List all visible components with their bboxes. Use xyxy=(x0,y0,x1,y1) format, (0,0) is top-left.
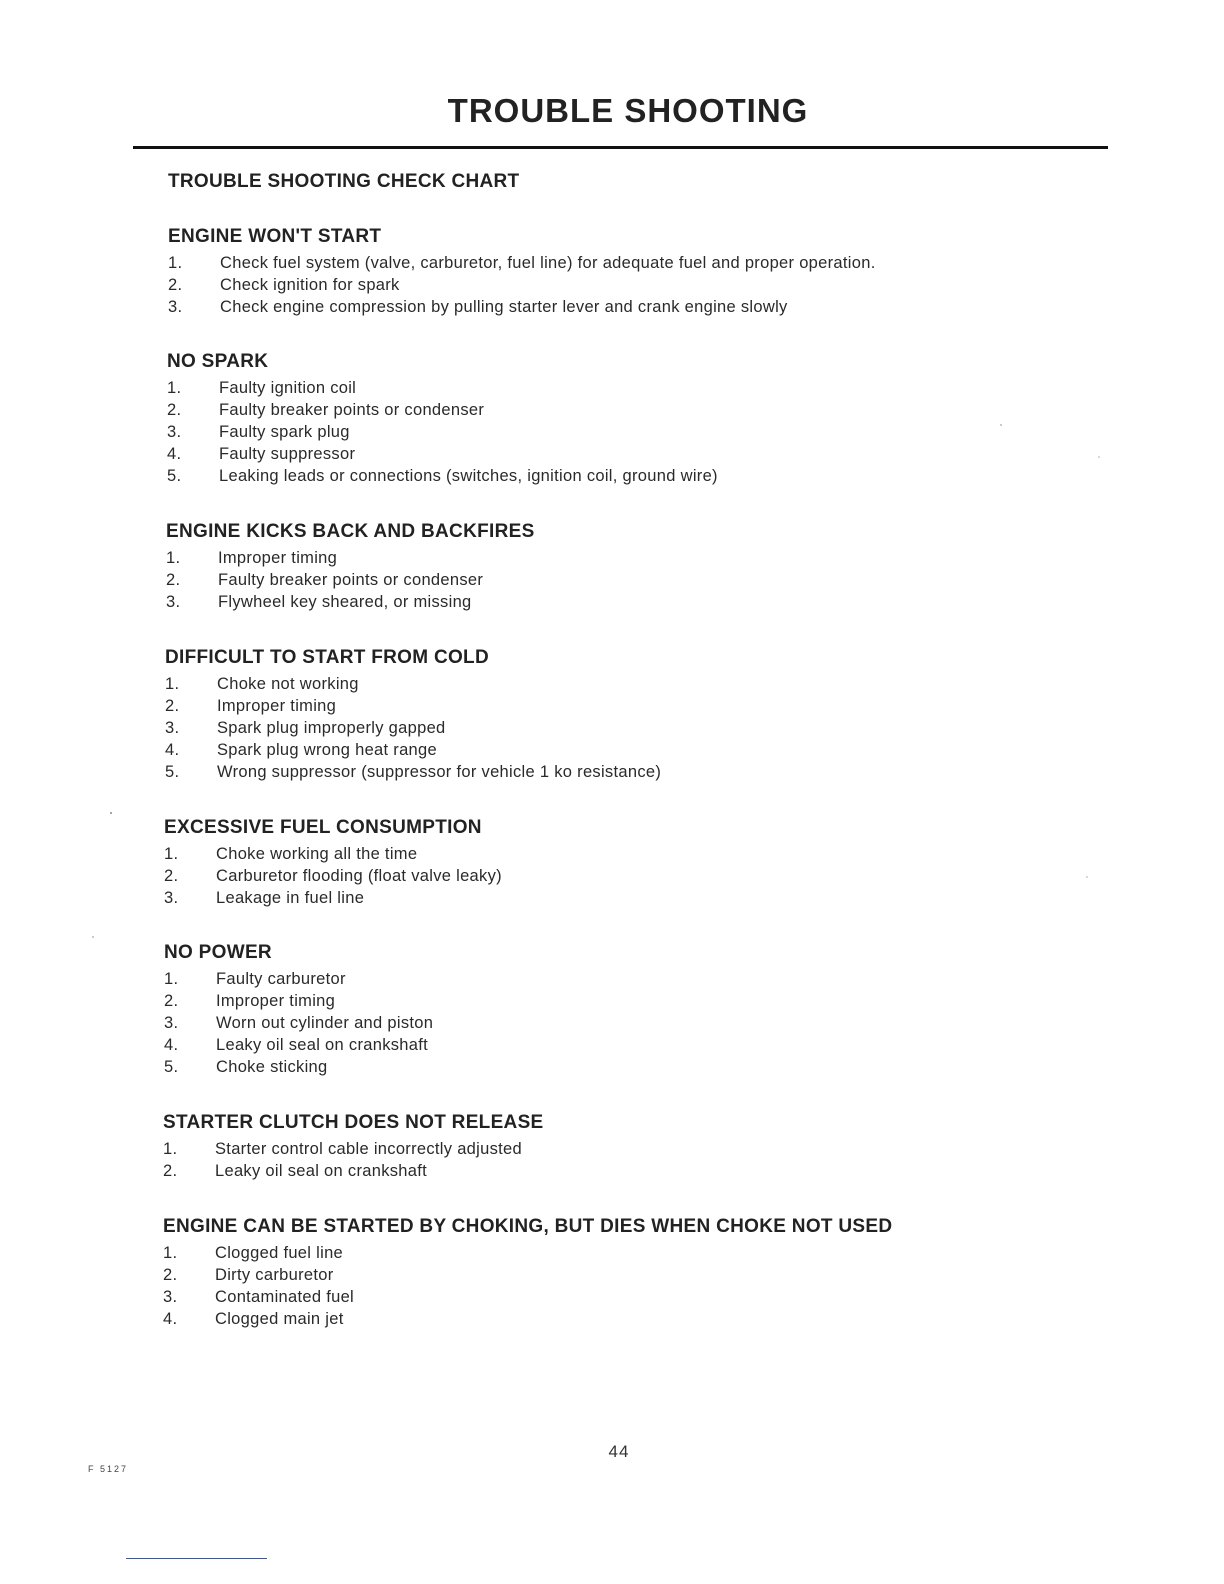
item-number: 3. xyxy=(163,1288,178,1306)
item-number: 4. xyxy=(167,445,182,463)
item-text: Starter control cable incorrectly adjusted xyxy=(215,1140,522,1158)
list-item xyxy=(166,569,535,591)
list-item xyxy=(164,990,433,1012)
list-item xyxy=(163,1308,892,1330)
item-number: 3. xyxy=(167,423,182,441)
list-item xyxy=(163,1242,892,1264)
list-item xyxy=(167,399,718,421)
item-text: Choke not working xyxy=(217,675,359,693)
list-item xyxy=(164,887,502,909)
item-number: 2. xyxy=(163,1266,178,1284)
item-number: 5. xyxy=(165,763,180,781)
list-item xyxy=(165,739,661,761)
item-text: Faulty ignition coil xyxy=(219,379,357,397)
list-item xyxy=(165,695,661,717)
item-text: Improper timing xyxy=(216,992,336,1010)
item-text: Leaky oil seal on crankshaft xyxy=(216,1036,429,1054)
list-item xyxy=(163,1264,892,1286)
item-text: Check engine compression by pulling starter lever and crank engine slowly xyxy=(220,298,788,316)
item-text: Spark plug wrong heat range xyxy=(217,741,437,759)
list-item xyxy=(164,843,502,865)
list-item xyxy=(164,968,433,990)
list-item xyxy=(165,761,661,783)
item-number: 4. xyxy=(165,741,180,759)
scan-speck xyxy=(110,812,112,814)
item-text: Choke working all the time xyxy=(216,845,418,863)
scan-edge-line xyxy=(126,1558,267,1559)
section-heading: NO POWER xyxy=(164,942,272,963)
list-item xyxy=(168,252,876,274)
item-text: Improper timing xyxy=(217,697,337,715)
section-heading: STARTER CLUTCH DOES NOT RELEASE xyxy=(163,1112,544,1133)
section-heading: ENGINE WON'T START xyxy=(168,226,382,247)
page-number: 44 xyxy=(608,1442,630,1461)
item-number: 1. xyxy=(164,845,179,863)
item-text: Wrong suppressor (suppressor for vehicle 1 ko resistance) xyxy=(217,763,662,781)
list-item xyxy=(166,547,535,569)
item-text: Choke sticking xyxy=(216,1058,328,1076)
list-item xyxy=(165,673,661,695)
item-text: Faulty breaker points or condenser xyxy=(219,401,485,419)
list-item xyxy=(163,1160,544,1182)
list-item xyxy=(163,1286,892,1308)
item-number: 5. xyxy=(164,1058,179,1076)
item-number: 3. xyxy=(164,1014,179,1032)
item-text: Faulty suppressor xyxy=(219,445,356,463)
section-engine-wont-start xyxy=(168,224,876,318)
list-item xyxy=(168,296,876,318)
list-item xyxy=(164,1034,433,1056)
item-text: Clogged fuel line xyxy=(215,1244,344,1262)
item-text: Worn out cylinder and piston xyxy=(216,1014,434,1032)
item-number: 1. xyxy=(165,675,180,693)
section-kicks-back xyxy=(166,519,535,613)
item-text: Check fuel system (valve, carburetor, fuel line) for adequate fuel and proper operation. xyxy=(220,254,876,272)
item-number: 3. xyxy=(166,593,181,611)
section-no-power xyxy=(164,940,433,1078)
chart-subtitle: TROUBLE SHOOTING CHECK CHART xyxy=(168,171,520,192)
item-text: Leakage in fuel line xyxy=(216,889,365,907)
item-number: 1. xyxy=(166,549,181,567)
list-item xyxy=(165,717,661,739)
item-text: Spark plug improperly gapped xyxy=(217,719,446,737)
item-text: Leaking leads or connections (switches, ignition coil, ground wire) xyxy=(219,467,718,485)
section-heading: NO SPARK xyxy=(167,351,269,372)
section-no-spark xyxy=(167,349,718,487)
list-item xyxy=(167,465,718,487)
item-number: 2. xyxy=(163,1162,178,1180)
list-item xyxy=(168,274,876,296)
item-number: 2. xyxy=(165,697,180,715)
list-item xyxy=(163,1138,544,1160)
item-number: 2. xyxy=(164,992,179,1010)
list-item xyxy=(167,421,718,443)
item-text: Clogged main jet xyxy=(215,1310,344,1328)
item-number: 1. xyxy=(167,379,182,397)
item-number: 5. xyxy=(167,467,182,485)
item-text: Faulty breaker points or condenser xyxy=(218,571,484,589)
scan-speck xyxy=(92,936,94,938)
item-number: 2. xyxy=(167,401,182,419)
list-item xyxy=(164,1056,433,1078)
section-heading: EXCESSIVE FUEL CONSUMPTION xyxy=(164,817,482,838)
item-number: 3. xyxy=(164,889,179,907)
item-text: Improper timing xyxy=(218,549,338,567)
section-starter-clutch xyxy=(163,1110,544,1182)
item-text: Dirty carburetor xyxy=(215,1266,334,1284)
item-number: 4. xyxy=(163,1310,178,1328)
item-number: 1. xyxy=(163,1140,178,1158)
scan-speck xyxy=(1000,424,1002,426)
item-number: 4. xyxy=(164,1036,179,1054)
item-number: 3. xyxy=(165,719,180,737)
section-fuel-consumption xyxy=(164,815,502,909)
item-number: 2. xyxy=(168,276,183,294)
item-text: Check ignition for spark xyxy=(220,276,400,294)
item-number: 1. xyxy=(163,1244,178,1262)
scan-speck xyxy=(1098,456,1100,458)
scan-speck xyxy=(1086,876,1088,878)
section-heading: ENGINE KICKS BACK AND BACKFIRES xyxy=(166,521,535,542)
section-difficult-cold xyxy=(165,645,661,783)
item-text: Flywheel key sheared, or missing xyxy=(218,593,472,611)
item-number: 2. xyxy=(166,571,181,589)
list-item xyxy=(167,377,718,399)
list-item xyxy=(164,1012,433,1034)
list-item xyxy=(166,591,535,613)
item-number: 2. xyxy=(164,867,179,885)
list-item xyxy=(164,865,502,887)
item-number: 1. xyxy=(164,970,179,988)
item-number: 1. xyxy=(168,254,183,272)
item-text: Leaky oil seal on crankshaft xyxy=(215,1162,428,1180)
list-item xyxy=(167,443,718,465)
section-heading: ENGINE CAN BE STARTED BY CHOKING, BUT DIES WHEN CHOKE NOT USED xyxy=(163,1216,893,1237)
item-text: Faulty spark plug xyxy=(219,423,350,441)
section-choking xyxy=(163,1214,892,1330)
form-code: F 5127 xyxy=(88,1464,129,1474)
item-text: Carburetor flooding (float valve leaky) xyxy=(216,867,502,885)
item-text: Contaminated fuel xyxy=(215,1288,355,1306)
page-title: TROUBLE SHOOTING xyxy=(447,92,809,129)
item-number: 3. xyxy=(168,298,183,316)
section-heading: DIFFICULT TO START FROM COLD xyxy=(165,647,489,668)
item-text: Faulty carburetor xyxy=(216,970,346,988)
